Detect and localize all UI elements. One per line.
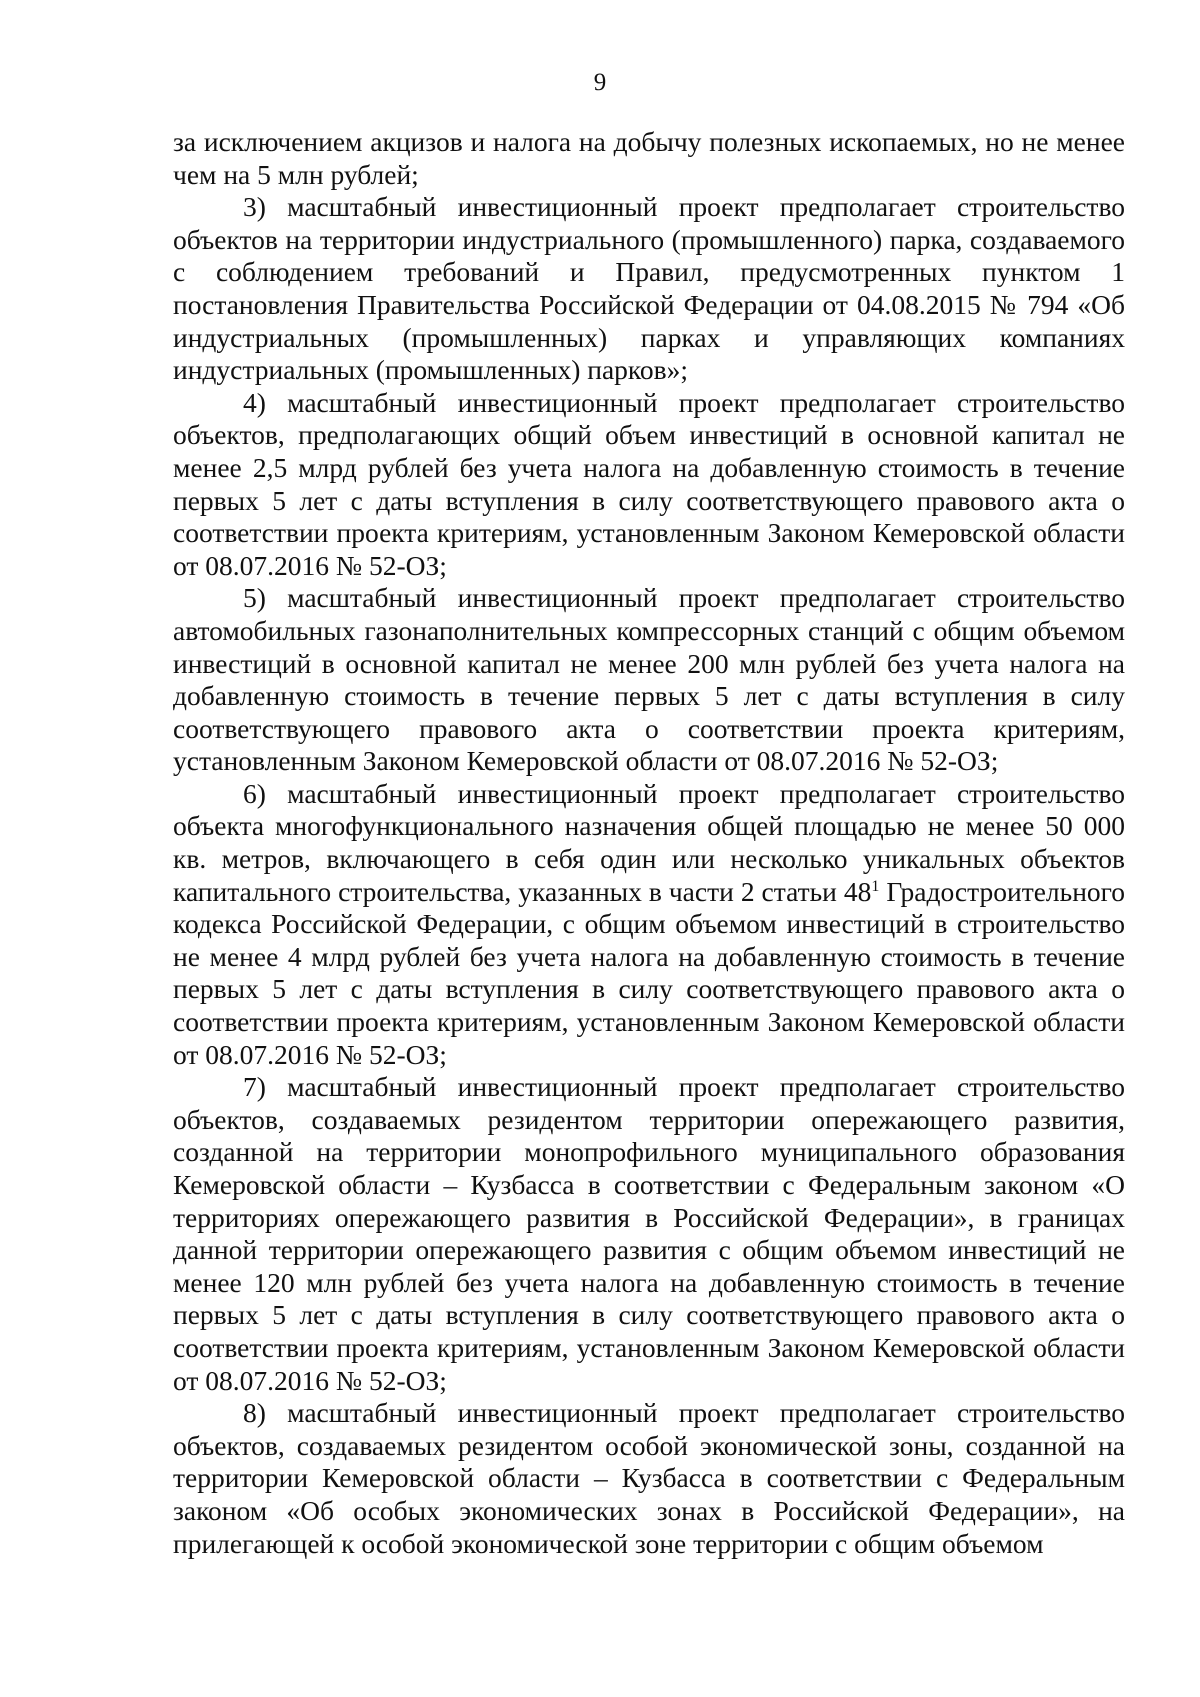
article-superscript: 1	[871, 877, 880, 895]
paragraph-item-7: 7) масштабный инвестиционный проект предполагает строительство объектов, создаваемых резидентом территории опережающего развития, созданной на территории монопрофильного муниципального образования Кемеровской области – Кузбасса в соответствии с Федеральным законом «О территориях опережающего развития в Российской Федерации», в границах данной территории опережающего развития с общим объемом инвестиций не менее 120 млн рублей без учета налога на добавленную стоимость в течение первых 5 лет с даты вступления в силу соответствующего правового акта о соответствии проекта критериям, установленным Законом Кемеровской области от 08.07.2016 № 52-ОЗ;	[173, 1071, 1125, 1396]
paragraph-item-4: 4) масштабный инвестиционный проект предполагает строительство объектов, предполагающих общий объем инвестиций в основной капитал не менее 2,5 млрд рублей без учета налога на добавленную стоимость в течение первых 5 лет с даты вступления в силу соответствующего правового акта о соответствии проекта критериям, установленным Законом Кемеровской области от 08.07.2016 № 52-ОЗ;	[173, 386, 1125, 581]
paragraph-item-3: 3) масштабный инвестиционный проект предполагает строительство объектов на территории индустриального (промышленного) парка, создаваемого с соблюдением требований и Правил, предусмотренных пунктом 1 постановления Правительства Российской Федерации от 04.08.2015 № 794 «Об индустриальных (промышленных) парках и управляющих компаниях индустриальных (промышленных) парков»;	[173, 191, 1125, 386]
paragraph-item-8: 8) масштабный инвестиционный проект предполагает строительство объектов, создаваемых резидентом особой экономической зоны, созданной на территории Кемеровской области – Кузбасса в соответствии с Федеральным законом «Об особых экономических зонах в Российской Федерации», на прилегающей к особой экономической зоне территории с общим объемом	[173, 1397, 1125, 1559]
paragraph-item-6	[173, 778, 1125, 1071]
page-number: 9	[593, 69, 607, 96]
paragraph-item-5: 5) масштабный инвестиционный проект предполагает строительство автомобильных газонаполнительных компрессорных станций с общим объемом инвестиций в основной капитал не менее 200 млн рублей без учета налога на добавленную стоимость в течение первых 5 лет с даты вступления в силу соответствующего правового акта о соответствии проекта критериям, установленным Законом Кемеровской области от 08.07.2016 № 52-ОЗ;	[173, 582, 1125, 777]
paragraph-item-6-text-end: Градостроительного кодекса Российской Федерации, с общим объемом инвестиций в строительство не менее 4 млрд рублей без учета налога на добавленную стоимость в течение первых 5 лет с даты вступления в силу соответствующего правового акта о соответствии проекта критериям, установленным Законом Кемеровской области от 08.07.2016 № 52-ОЗ;	[173, 875, 1126, 1070]
paragraph-continuation: за исключением акцизов и налога на добычу полезных ископаемых, но не менее чем на 5 млн рублей;	[173, 126, 1125, 190]
document-body	[173, 126, 1125, 1560]
paragraph-item-6-text-start: 6) масштабный инвестиционный проект предполагает строительство объекта многофункционального назначения общей площадью не менее 50 000 кв. метров, включающего в себя один или несколько уникальных объектов капитального строительства, указанных в части 2 статьи 48	[173, 777, 1125, 907]
